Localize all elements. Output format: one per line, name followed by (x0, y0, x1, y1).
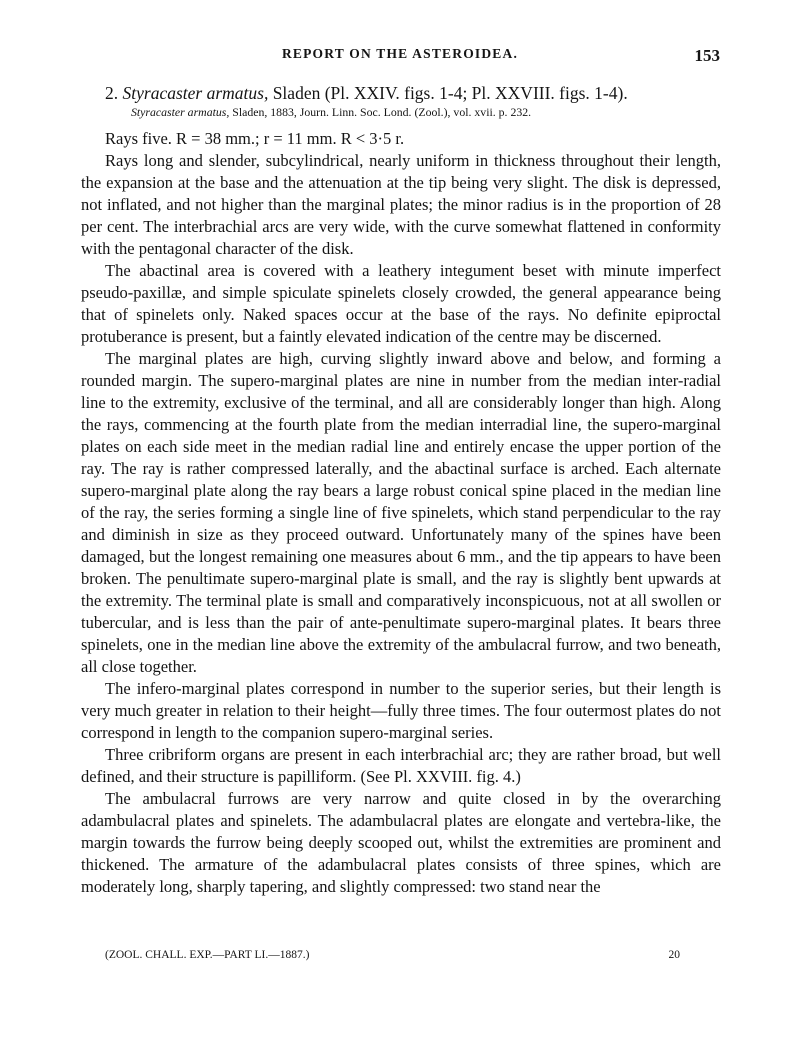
species-heading (105, 82, 721, 104)
synonymy-citation: Sladen, 1883, Journ. Linn. Soc. Lond. (Zool.), vol. xvii. p. 232. (232, 105, 532, 119)
body-text (81, 82, 721, 898)
footer-signature: (ZOOL. CHALL. EXP.—PART LI.—1887.) (105, 949, 310, 961)
page-footer (105, 949, 680, 969)
measurements: Rays five. R = 38 mm.; r = 11 mm. R < 3·5 r. (105, 129, 405, 148)
running-head (80, 46, 720, 68)
species-number: 2. (105, 83, 119, 103)
paragraph-abactinal-area: The abactinal area is covered with a leathery integument beset with minute imperfect pseudo-paxillæ, and simple spiculate spinelets closely crowded, the general appearance being that of spinelets only. Naked spaces occur at the base of the rays. No definite epiproctal protuberance is present, but a faintly elevated indication of the centre may be discerned. (81, 261, 721, 346)
synonymy-name: Styracaster armatus, (131, 105, 230, 119)
running-title: REPORT ON THE ASTEROIDEA. (281, 46, 519, 61)
footer-sheet-number: 20 (668, 949, 680, 961)
species-authority: Sladen (Pl. XXIV. figs. 1-4; Pl. XXVIII. figs. 1-4). (272, 83, 628, 103)
page-number: 153 (694, 46, 720, 65)
paragraph-infero-marginal-plates: The infero-marginal plates correspond in number to the superior series, but their length is very much greater in relation to their height—fully three times. The four outermost plates do not correspond in length to the companion supero-marginal series. (81, 679, 721, 742)
paragraph-rays: Rays long and slender, subcylindrical, nearly uniform in thickness throughout their length, the expansion at the base and the attenuation at the tip being very slight. The disk is depressed, not inflated, and not higher than the marginal plates; the minor radius is in the proportion of 28 per cent. The interbrachial arcs are very wide, with the curve somewhat flattened in conformity with the pentagonal character of the disk. (81, 151, 721, 258)
paragraph-marginal-plates: The marginal plates are high, curving slightly inward above and below, and forming a rounded margin. The supero-marginal plates are nine in number from the median inter-radial line to the extremity, exclusive of the terminal, and all are considerably longer than high. Along the rays, commencing at the fourth plate from the median interradial line, the supero-marginal plates on each side meet in the median radial line and entirely encase the upper portion of the ray. The ray is rather compressed laterally, and the abactinal surface is arched. Each alternate supero-marginal plate along the ray bears a large robust conical spine placed in the median line of the ray, the series forming a single line of five spinelets, which stand perpendicular to the ray and diminish in size as they proceed outward. Unfortunately many of the spines have been damaged, but the longest remaining one measures about 6 mm., and the tip appears to have been broken. The penultimate supero-marginal plate is small, and the ray is slightly bent upwards at the extremity. The terminal plate is small and comparatively inconspicuous, not at all swollen or tubercular, and is less than the pair of ante-penultimate supero-marginal plates. It bears three spinelets, one in the median line above the extremity of the ambulacral furrow, and two beneath, all close together. (81, 349, 721, 676)
synonymy-reference (131, 104, 721, 120)
paragraph-cribriform-organs: Three cribriform organs are present in each interbrachial arc; they are rather broad, but well defined, and their structure is papilliform. (See Pl. XXVIII. fig. 4.) (81, 745, 721, 786)
species-name: Styracaster armatus, (122, 83, 269, 103)
paragraph-ambulacral-furrows: The ambulacral furrows are very narrow and quite closed in by the overarching adambulacral plates and spinelets. The adambulacral plates are elongate and vertebra-like, the margin towards the furrow being deeply scooped out, whilst the extremities are prominent and thickened. The armature of the adambulacral plates consists of three spines, which are moderately long, sharply tapering, and slightly compressed: two stand near the (81, 789, 721, 896)
